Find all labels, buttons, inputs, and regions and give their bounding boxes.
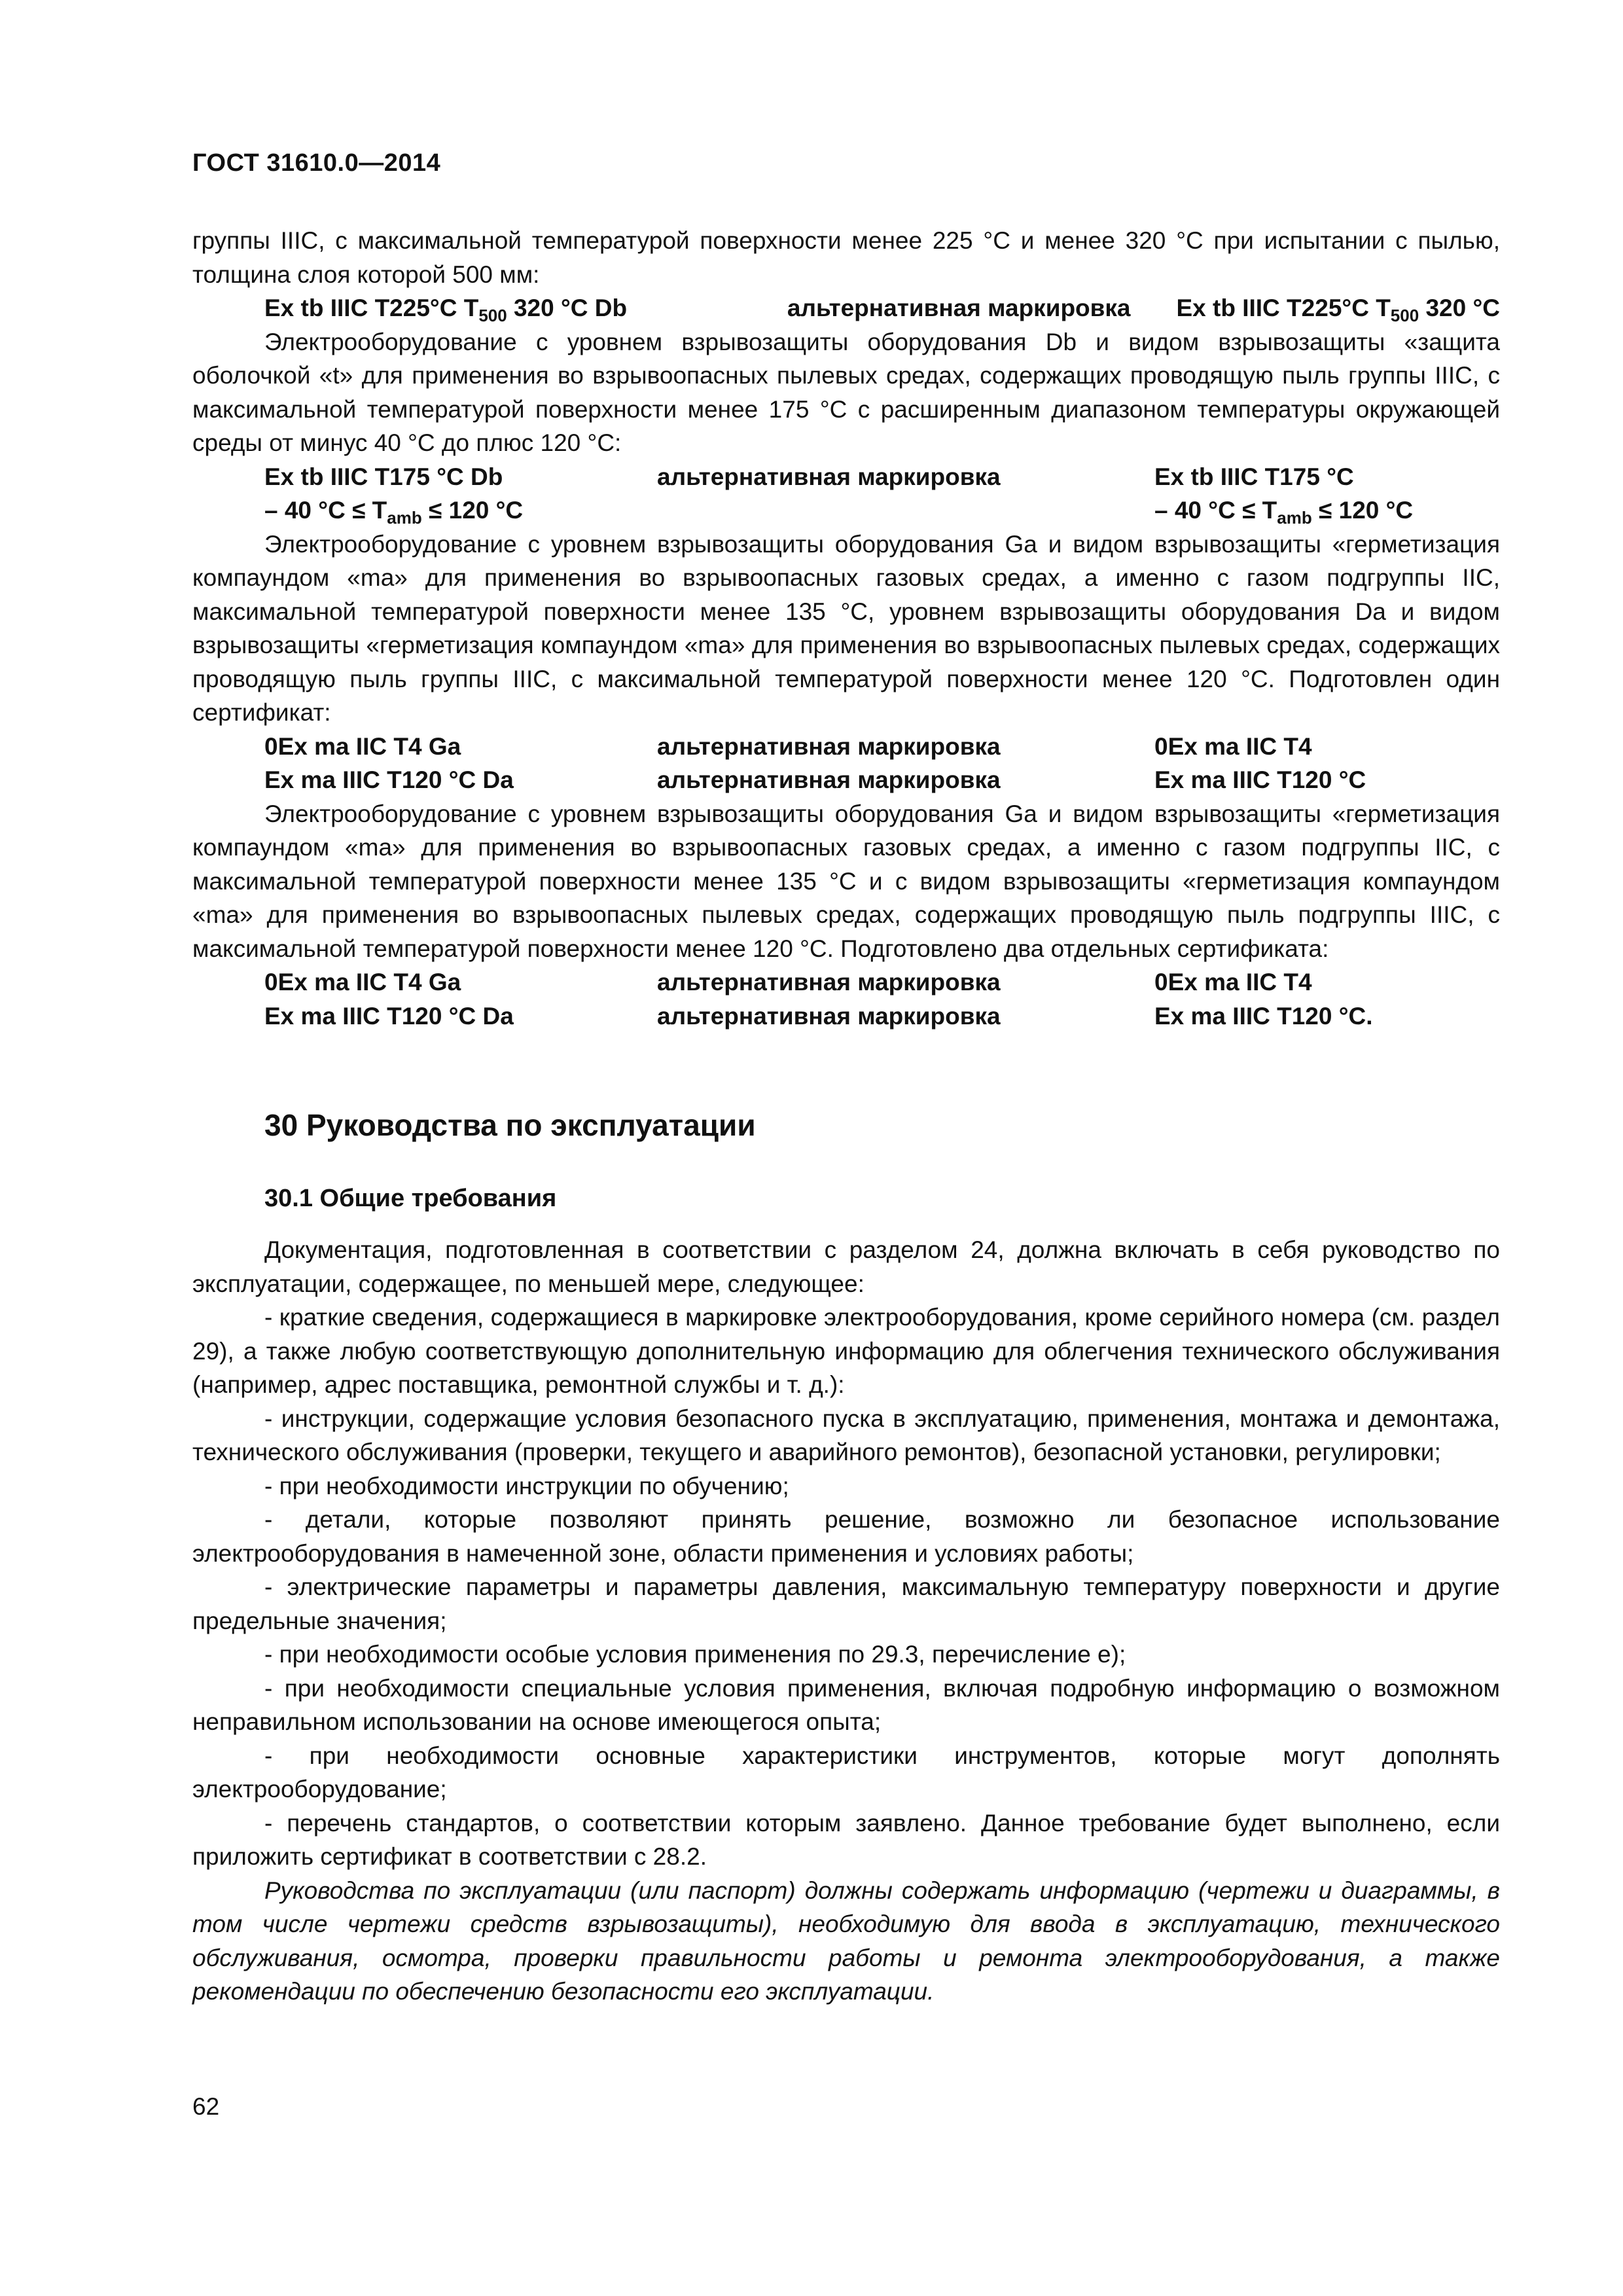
marking-row: [192, 291, 1500, 325]
marking-alt: Ex tb IIIC T225°C $T_{500}$ 320 °C: [1176, 295, 1500, 325]
marking-alt-label: альтернативная маркировка: [657, 766, 1001, 793]
list-item: - при необходимости специальные условия применения, включая подробную информацию о возможном неправильном использовании на основе имеющегося опыта;: [192, 1674, 1500, 1735]
list-item: - при необходимости инструкции по обучению;: [264, 1472, 789, 1499]
marking-main: Ex tb IIIC T225°C $T_{500}$ 320 °C Db: [264, 295, 628, 325]
list-item: - при необходимости особые условия применения по 29.3, перечисление е);: [264, 1641, 1126, 1668]
page-number: 62: [192, 2093, 220, 2120]
marking-alt: Ex tb IIIC T175 °C: [1154, 463, 1354, 490]
document-header: ГОСТ 31610.0—2014: [192, 149, 441, 177]
marking-row: [192, 460, 1500, 494]
marking-main: Ex ma IIIC T120 °C Da: [264, 1002, 514, 1030]
marking-row: [192, 965, 1500, 999]
marking-main: Ex tb IIIC T175 °C Db: [264, 463, 503, 490]
list-item: - электрические параметры и параметры давления, максимальную температуру поверхности и другие предельные значения;: [192, 1573, 1500, 1634]
marking-alt-label: альтернативная маркировка: [657, 969, 1001, 996]
marking-alt: Ex ma IIIC T120 °C: [1154, 766, 1366, 793]
paragraph: Электрооборудование с уровнем взрывозащиты оборудования Ga и видом взрывозащиты «герметизация компаундом «ma» для применения во взрывоопасных газовых средах, а именно с газом подгруппы IIC, с максимальной температурой поверхности менее 135 °C и с видом взрывозащиты «герметизация компаундом «ma» для применения во взрывоопасных пылевых средах, содержащих проводящую пыль подгруппы IIIC, с максимальной температурой поверхности менее 120 °C. Подготовлено два отдельных сертификата:: [192, 800, 1500, 962]
italic-note: Руководства по эксплуатации (или паспорт) должны содержать информацию (чертежи и диаграммы, в том числе чертежи средств взрывозащиты), необходимую для ввода в эксплуатацию, технического обслуживания, осмотра, проверки правильности работы и ремонта электрооборудования, а также рекомендации по обеспечению безопасности его эксплуатации.: [192, 1876, 1500, 2005]
top-text-block: [192, 224, 1500, 1033]
paragraph: Электрооборудование с уровнем взрывозащиты оборудования Ga и видом взрывозащиты «герметизация компаундом «ma» для применения во взрывоопасных газовых средах, а именно с газом подгруппы IIC, максимальной температурой поверхности менее 135 °C, уровнем взрывозащиты оборудования Da и видом взрывозащиты «герметизация компаундом «ma» для применения во взрывоопасных пылевых средах, содержащих проводящую пыль группы IIIC, с максимальной температурой поверхности менее 120 °C. Подготовлен один сертификат:: [192, 530, 1500, 726]
marking-alt: Ex ma IIIC T120 °C.: [1154, 1002, 1373, 1030]
section-title: 30 Руководства по эксплуатации: [264, 1108, 756, 1142]
marking-main: Ex ma IIIC T120 °C Da: [264, 766, 514, 793]
marking-alt-label: альтернативная маркировка: [657, 1002, 1001, 1030]
marking-main: – 40 $^\circ C \le T_{amb} \le 120$ °C: [264, 497, 524, 528]
marking-main: 0Ex ma IIC T4 Ga: [264, 969, 461, 996]
marking-row: [192, 999, 1500, 1033]
marking-alt-label: альтернативная маркировка: [657, 463, 1001, 490]
list-item: - при необходимости основные характеристики инструментов, которые могут дополнять электрооборудование;: [192, 1742, 1500, 1803]
marking-main: 0Ex ma IIC T4 Ga: [264, 732, 461, 760]
list-item: - краткие сведения, содержащиеся в маркировке электрооборудования, кроме серийного номера (см. раздел 29), а также любую соответствующую дополнительную информацию для облегчения технического обслуживания (например, адрес поставщика, ремонтной службы и т. д.):: [192, 1304, 1500, 1398]
marking-alt: – 40 $^\circ C \le T_{amb} \le 120$ °C: [1154, 497, 1414, 528]
bottom-text-block: [192, 1233, 1500, 2009]
subsection-title: 30.1 Общие требования: [264, 1185, 557, 1212]
marking-alt-label: альтернативная маркировка: [657, 732, 1001, 760]
marking-alt: 0Ex ma IIC T4: [1154, 732, 1312, 760]
list-item: - перечень стандартов, о соответствии которым заявлено. Данное требование будет выполнено, если приложить сертификат в соответствии с 28.2.: [192, 1809, 1500, 1870]
paragraph: Документация, подготовленная в соответствии с разделом 24, должна включать в себя руководство по эксплуатации, содержащее, по меньшей мере, следующее:: [192, 1236, 1500, 1297]
marking-alt: 0Ex ma IIC T4: [1154, 969, 1312, 996]
marking-row: [192, 763, 1500, 797]
marking-alt-label: альтернативная маркировка: [787, 295, 1131, 321]
paragraph: Электрооборудование с уровнем взрывозащиты оборудования Db и видом взрывозащиты «защита оболочкой «t» для применения во взрывоопасных пылевых средах, содержащих проводящую пыль группы IIIC, с максимальной температурой поверхности менее 175 °C с расширенным диапазоном температуры окружающей среды от минус 40 °C до плюс 120 °C:: [192, 328, 1500, 456]
marking-row: [192, 730, 1500, 764]
list-item: - детали, которые позволяют принять решение, возможно ли безопасное использование электрооборудования в намеченной зоне, области применения и условиях работы;: [192, 1506, 1500, 1567]
marking-row: [192, 493, 1500, 528]
paragraph: группы IIIC, с максимальной температурой поверхности менее 225 °C и менее 320 °C при испытании с пылью, толщина слоя которой 500 мм:: [192, 227, 1500, 288]
list-item: - инструкции, содержащие условия безопасного пуска в эксплуатацию, применения, монтажа и демонтажа, технического обслуживания (проверки, текущего и аварийного ремонтов), безопасной установки, регулировки;: [192, 1405, 1500, 1465]
